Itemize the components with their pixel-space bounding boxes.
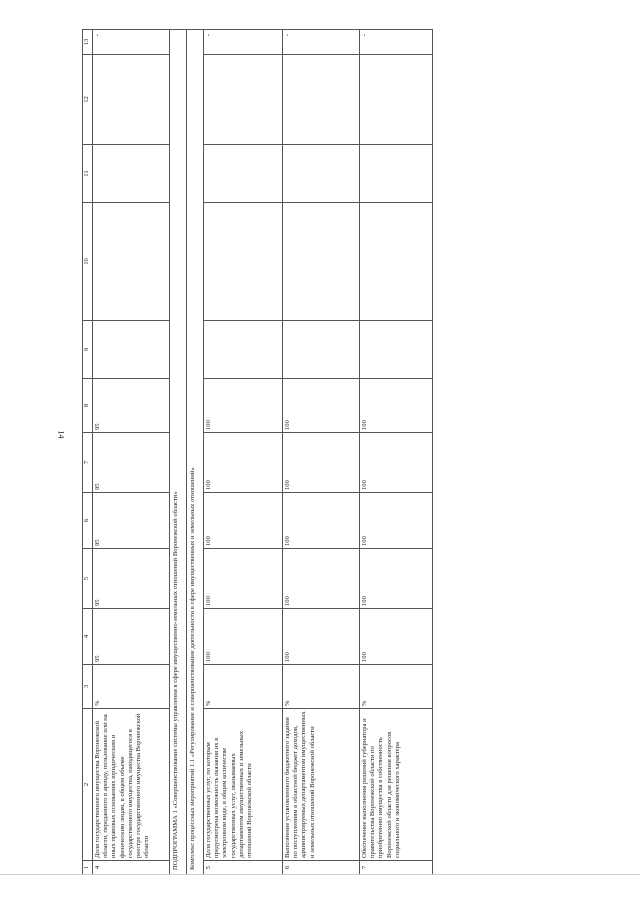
- value-cell: 95: [93, 433, 170, 493]
- value-cell: [283, 203, 360, 321]
- value-cell: 100: [360, 433, 433, 493]
- header-cell: 10: [83, 203, 93, 321]
- unit-cell: %: [204, 665, 283, 709]
- value-cell: 100: [283, 549, 360, 609]
- value-cell: [93, 203, 170, 321]
- indicator-name: Выполнение установленного бюджетного задания по поступлениям в областной бюджет доходов, администрируемых департаментом имущественных и земельных отношений Воронежской области: [283, 709, 360, 861]
- table-row: [360, 30, 433, 875]
- value-cell: [93, 55, 170, 145]
- value-cell: 100: [204, 493, 283, 549]
- unit-cell: %: [360, 665, 433, 709]
- value-cell: 95: [93, 609, 170, 665]
- table-row: [93, 30, 170, 875]
- value-cell: -: [204, 30, 283, 55]
- value-cell: [204, 321, 283, 379]
- value-cell: 100: [283, 433, 360, 493]
- header-cell: 8: [83, 379, 93, 433]
- value-cell: 95: [93, 379, 170, 433]
- scan-edge-line: [0, 874, 640, 875]
- value-cell: 100: [204, 609, 283, 665]
- value-cell: [93, 321, 170, 379]
- rotated-document-table-wrapper: [82, 30, 502, 875]
- unit-cell: %: [93, 665, 170, 709]
- header-cell: 13: [83, 30, 93, 55]
- value-cell: 100: [204, 549, 283, 609]
- header-cell: 2: [83, 709, 93, 861]
- value-cell: [93, 145, 170, 203]
- value-cell: [360, 321, 433, 379]
- value-cell: [283, 145, 360, 203]
- table-row: [204, 30, 283, 875]
- header-cell: 9: [83, 321, 93, 379]
- value-cell: 100: [283, 609, 360, 665]
- header-cell: 12: [83, 55, 93, 145]
- header-cell: 6: [83, 493, 93, 549]
- subprogram-row: [170, 30, 187, 875]
- header-cell: 1: [83, 861, 93, 875]
- value-cell: -: [93, 30, 170, 55]
- header-row: [83, 30, 93, 875]
- value-cell: -: [283, 30, 360, 55]
- subprogram-title: ПОДПРОГРАММА 1 «Совершенствование системы управления в сфере имущественно-земельных отношений Воронежской области»: [170, 30, 187, 875]
- row-number: 6: [283, 861, 360, 875]
- value-cell: [360, 145, 433, 203]
- value-cell: 100: [360, 493, 433, 549]
- complex-title: Комплекс процессных мероприятий 1.1 «Регулирование и совершенствование деятельности в сфере имущественных и земельных отношений»: [187, 30, 204, 875]
- value-cell: 100: [204, 433, 283, 493]
- value-cell: -: [360, 30, 433, 55]
- header-cell: 3: [83, 665, 93, 709]
- value-cell: 100: [283, 379, 360, 433]
- row-number: 5: [204, 861, 283, 875]
- indicator-name: Доля государственных услуг, по которым предусмотрена возможность оказания их в электронном виде, в общем количестве государственных услуг, оказываемых департаментом имущественных и земельных отношений Воронежской области: [204, 709, 283, 861]
- indicators-table: [82, 29, 433, 875]
- value-cell: [204, 203, 283, 321]
- header-cell: 11: [83, 145, 93, 203]
- header-cell: 5: [83, 549, 93, 609]
- value-cell: 100: [204, 379, 283, 433]
- value-cell: 95: [93, 493, 170, 549]
- table-row: [283, 30, 360, 875]
- value-cell: [360, 55, 433, 145]
- value-cell: [204, 145, 283, 203]
- header-cell: 7: [83, 433, 93, 493]
- value-cell: 100: [360, 609, 433, 665]
- value-cell: [283, 55, 360, 145]
- complex-row: [187, 30, 204, 875]
- row-number: 4: [93, 861, 170, 875]
- value-cell: 100: [283, 493, 360, 549]
- value-cell: 95: [93, 549, 170, 609]
- header-cell: 4: [83, 609, 93, 665]
- value-cell: 100: [360, 549, 433, 609]
- unit-cell: %: [283, 665, 360, 709]
- page-number: 14: [56, 430, 66, 439]
- value-cell: 100: [360, 379, 433, 433]
- value-cell: [283, 321, 360, 379]
- value-cell: [360, 203, 433, 321]
- indicator-name: Обеспечение выполнения решений губернатора и правительства Воронежской области по приобретению имущества в собственность Воронежской области для решения вопросов социального и экономического характера: [360, 709, 433, 861]
- value-cell: [204, 55, 283, 145]
- row-number: 7: [360, 861, 433, 875]
- indicator-name: Доля государственного имущества Воронежской области, переданного в аренду, пользование или на иных правовых основаниях юридическим и физическим лицам, в общем объеме государственного имущества, находящегося в реестре государственного имущества Воронежской области: [93, 709, 170, 861]
